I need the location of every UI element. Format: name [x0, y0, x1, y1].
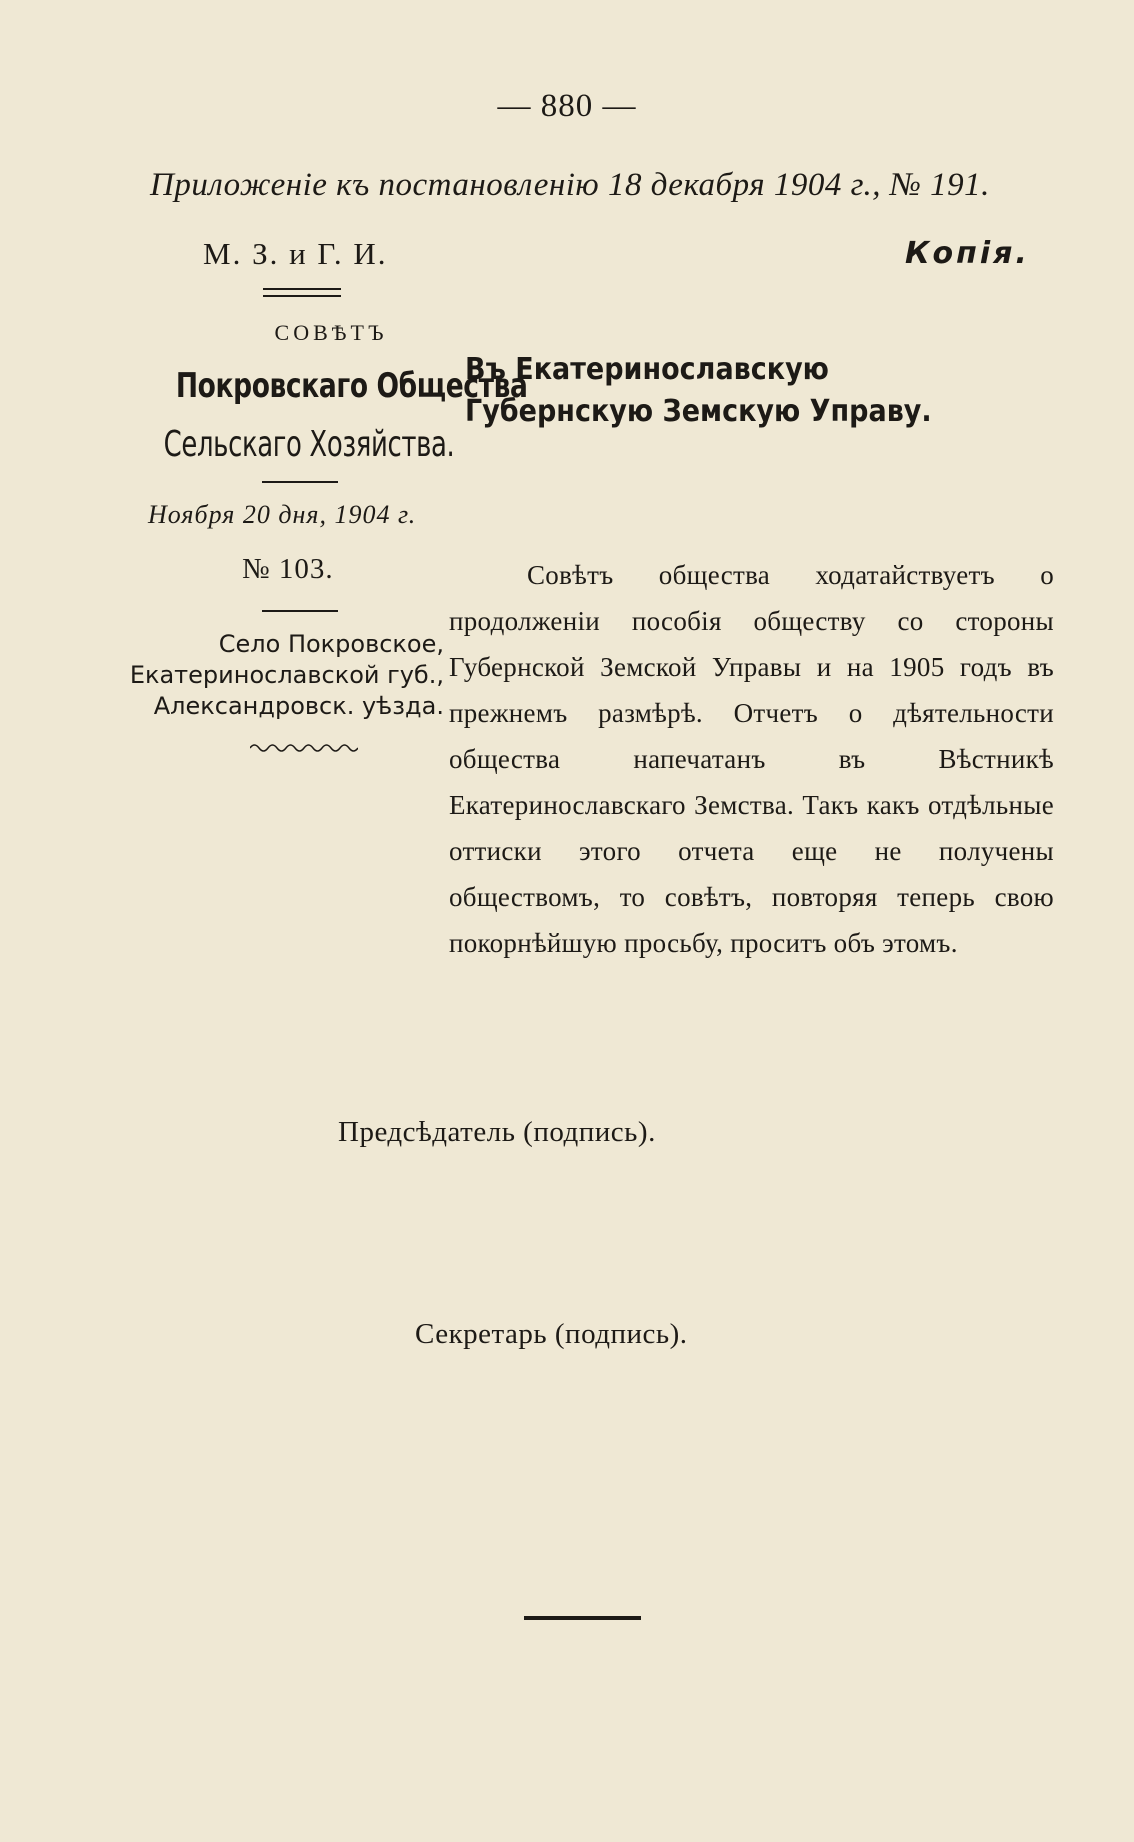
addressee: Въ Екатеринославскую Губернскую Земскую Управу. — [465, 352, 932, 429]
sender-council: СОВѢТЪ — [274, 320, 388, 345]
secretary-signature: Секретарь (подпись). — [415, 1318, 688, 1350]
letter-date: Ноября 20 дня, 1904 г. — [148, 500, 417, 529]
divider-rule — [262, 610, 338, 612]
copy-mark: Копiя. — [905, 236, 1030, 271]
divider-rule — [262, 481, 338, 483]
address-line: Село Покровское, — [218, 630, 444, 658]
address-line: Екатеринославской губ., — [129, 661, 444, 689]
end-rule — [524, 1616, 641, 1620]
letter-body: Совѣтъ общества ходатайствуетъ о продолженiи пособiя обществу со стороны Губернской Земской Управы и на 1905 годъ въ прежнемъ размѣрѣ. Отчетъ о дѣятельности общества напечатанъ въ Вѣстникѣ Екатеринославскаго Земства. Такъ какъ отдѣльные оттиски этого отчета еще не получены обществомъ, то совѣтъ, повторяя теперь свою покорнѣйшую просьбу, проситъ объ этомъ. — [449, 560, 1054, 958]
letter-number: № 103. — [242, 553, 334, 585]
sender-org-line1: Покровскаго Общества — [175, 366, 528, 406]
double-rule — [263, 288, 341, 297]
appendix-line: Приложенiе къ постановленiю 18 декабря 1904 г., № 191. — [150, 167, 990, 203]
address-line: Александровск. уѣзда. — [153, 692, 444, 720]
sender-address — [124, 629, 444, 722]
ministry-abbreviation: М. З. и Г. И. — [203, 236, 388, 271]
page-number: — 880 — — [497, 88, 637, 124]
wavy-rule — [250, 742, 358, 754]
chairman-signature: Предсѣдатель (подпись). — [338, 1116, 656, 1148]
sender-org-line2: Сельскаго Хозяйства. — [163, 424, 455, 465]
